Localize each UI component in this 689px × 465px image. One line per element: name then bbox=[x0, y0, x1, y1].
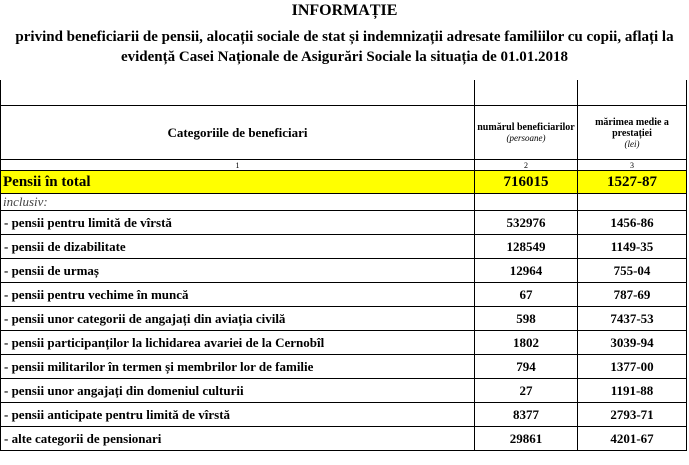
column-number: 1 bbox=[1, 160, 475, 171]
row-count: 128549 bbox=[475, 235, 578, 259]
column-number: 3 bbox=[578, 160, 687, 171]
row-count: 532976 bbox=[475, 211, 578, 235]
total-label: Pensii în total bbox=[1, 171, 475, 194]
row-label: - pensii de dizabilitate bbox=[1, 235, 475, 259]
row-count: 67 bbox=[475, 283, 578, 307]
empty-cell bbox=[578, 194, 687, 211]
row-count: 8377 bbox=[475, 403, 578, 427]
header-avg-label: mărimea medie a prestației bbox=[595, 116, 669, 139]
row-avg: 787-69 bbox=[578, 283, 687, 307]
table-row bbox=[1, 211, 687, 235]
row-avg: 2793-71 bbox=[578, 403, 687, 427]
total-count: 716015 bbox=[475, 171, 578, 194]
inclusiv-label: inclusiv: bbox=[1, 194, 475, 211]
row-count: 27 bbox=[475, 379, 578, 403]
table-row bbox=[1, 307, 687, 331]
total-avg: 1527-87 bbox=[578, 171, 687, 194]
table-row bbox=[1, 379, 687, 403]
row-avg: 7437-53 bbox=[578, 307, 687, 331]
row-count: 29861 bbox=[475, 427, 578, 451]
table-row bbox=[1, 259, 687, 283]
spacer-cell bbox=[1, 80, 475, 106]
row-count: 598 bbox=[475, 307, 578, 331]
column-number-row bbox=[1, 160, 687, 171]
row-avg: 1456-86 bbox=[578, 211, 687, 235]
document-title: INFORMAȚIE bbox=[291, 2, 398, 19]
row-avg: 3039-94 bbox=[578, 331, 687, 355]
table-row bbox=[1, 235, 687, 259]
document-subtitle bbox=[0, 27, 689, 67]
row-label: - pensii pentru vechime în muncă bbox=[1, 283, 475, 307]
row-label: - pensii unor categorii de angajați din aviația civilă bbox=[1, 307, 475, 331]
subtitle-line-1: privind beneficiarii de pensii, alocații sociale de stat și indemnizații adresate familiilor cu copii, aflați la bbox=[15, 29, 674, 45]
row-label: - pensii de urmaș bbox=[1, 259, 475, 283]
row-count: 1802 bbox=[475, 331, 578, 355]
header-count-label: numărul beneficiarilor bbox=[477, 122, 575, 133]
row-avg: 755-04 bbox=[578, 259, 687, 283]
header-category: Categoriile de beneficiari bbox=[1, 106, 475, 160]
table-row bbox=[1, 403, 687, 427]
row-label: - pensii pentru limită de vîrstă bbox=[1, 211, 475, 235]
header-avg-unit: (lei) bbox=[624, 138, 640, 149]
beneficiaries-table bbox=[0, 80, 687, 451]
column-number: 2 bbox=[475, 160, 578, 171]
row-avg: 4201-67 bbox=[578, 427, 687, 451]
row-label: - pensii militarilor în termen și membrilor lor de familie bbox=[1, 355, 475, 379]
empty-cell bbox=[475, 194, 578, 211]
header-count-unit: (persoane) bbox=[506, 133, 546, 143]
row-label: - pensii unor angajați din domeniul culturii bbox=[1, 379, 475, 403]
row-avg: 1191-88 bbox=[578, 379, 687, 403]
row-count: 12964 bbox=[475, 259, 578, 283]
row-label: - alte categorii de pensionari bbox=[1, 427, 475, 451]
row-label: - pensii participanților la lichidarea avariei de la Cernobîl bbox=[1, 331, 475, 355]
spacer-cell bbox=[475, 80, 578, 106]
table-row bbox=[1, 331, 687, 355]
table-header-row bbox=[1, 106, 687, 160]
total-row bbox=[1, 171, 687, 194]
table-row bbox=[1, 355, 687, 379]
spacer-cell bbox=[578, 80, 687, 106]
subtitle-line-2: evidență Casei Naționale de Asigurări Sociale la situația de 01.01.2018 bbox=[120, 49, 569, 65]
header-avg bbox=[578, 106, 687, 160]
header-count bbox=[475, 106, 578, 160]
row-label: - pensii anticipate pentru limită de vîrstă bbox=[1, 403, 475, 427]
row-count: 794 bbox=[475, 355, 578, 379]
inclusiv-row bbox=[1, 194, 687, 211]
row-avg: 1377-00 bbox=[578, 355, 687, 379]
table-row bbox=[1, 427, 687, 451]
row-avg: 1149-35 bbox=[578, 235, 687, 259]
table-row bbox=[1, 283, 687, 307]
table-spacer-row bbox=[1, 80, 687, 106]
